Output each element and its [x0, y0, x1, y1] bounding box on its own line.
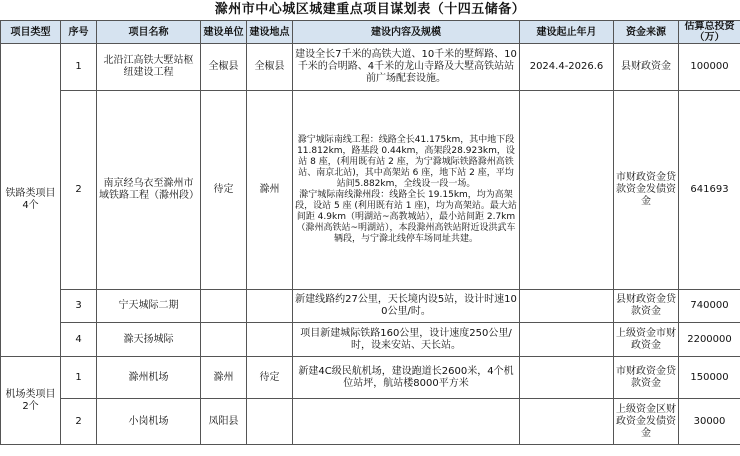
cell-seq: 4: [61, 323, 97, 357]
cell-place: [247, 290, 293, 323]
table-row: [1, 91, 740, 290]
cell-seq: 3: [61, 290, 97, 323]
cell-funding: 县财政资金: [614, 44, 679, 91]
cell-unit: 待定: [201, 91, 247, 290]
cell-content: 新建4C级民航机场，建设跑道长2600米，4个机位站坪，航站楼8000平方米: [293, 357, 520, 399]
content-paragraph: 滁宁城际南线工程：线路全长41.175km，其中地下段11.812km，路基段 0.44km，高架段28.923km，设站 8 座，(利用既有站 2 座，为宁滁城际铁路滁州高铁站、南京北站)，其中高架站 6 座，地下站 2 座，平均站间5.882km，全线设一段一场。: [297, 135, 515, 189]
group-type-airport: 机场类项目2个: [1, 357, 61, 445]
cell-name: 南京经乌衣至滁州市域铁路工程（滁州段）: [97, 91, 201, 290]
cell-place: 全椒县: [247, 44, 293, 91]
cell-unit: [201, 323, 247, 357]
header-row: [1, 21, 740, 44]
cell-seq: 2: [61, 399, 97, 445]
table-row: [1, 357, 740, 399]
table-row: [1, 323, 740, 357]
cell-investment: 150000: [679, 357, 740, 399]
table-row: [1, 44, 740, 91]
cell-period: 2024.4-2026.6: [520, 44, 614, 91]
cell-content: 建设全长7千米的高铁大道、10千米的墅辉路、10千米的合明路、4千米的龙山寺路及大墅高铁站站前广场配套设施。: [293, 44, 520, 91]
header-unit: 建设单位: [201, 21, 247, 44]
cell-investment: 100000: [679, 44, 740, 91]
cell-investment: 30000: [679, 399, 740, 445]
cell-place: [247, 323, 293, 357]
header-seq: 序号: [61, 21, 97, 44]
cell-name: 宁天城际二期: [97, 290, 201, 323]
header-content: 建设内容及规模: [293, 21, 520, 44]
cell-period: [520, 399, 614, 445]
cell-period: [520, 290, 614, 323]
cell-investment: 740000: [679, 290, 740, 323]
header-investment: 估算总投资（万）: [679, 21, 740, 44]
cell-funding: 市财政资金贷款资金: [614, 357, 679, 399]
group-type-rail: 铁路类项目4个: [1, 44, 61, 357]
cell-funding: 上级资金市财政资金: [614, 323, 679, 357]
cell-unit: 滁州: [201, 357, 247, 399]
project-table: [0, 20, 740, 445]
header-period: 建设起止年月: [520, 21, 614, 44]
cell-period: [520, 91, 614, 290]
content-paragraph: 滁宁城际南线滁州段：线路全长 19.15km，均为高架段，设站 5 座 (利用既有站 1 座)，均为高架站。最大站间距 4.9km（明湖站~高教城站），最小站间距 2.7km（滁州高铁站~明湖站），本段滁州高铁站附近设洪武车辆段，与宁滁北线停车场同址共建。: [295, 190, 517, 244]
cell-place: 待定: [247, 357, 293, 399]
cell-place: 滁州: [247, 91, 293, 290]
cell-content: 项目新建城际铁路160公里，设计速度250公里/时，设来安站、天长站。: [293, 323, 520, 357]
header-funding: 资金来源: [614, 21, 679, 44]
cell-investment: 641693: [679, 91, 740, 290]
cell-seq: 2: [61, 91, 97, 290]
table-row: [1, 399, 740, 445]
cell-funding: 县财政资金贷款资金: [614, 290, 679, 323]
header-place: 建设地点: [247, 21, 293, 44]
table-row: [1, 290, 740, 323]
cell-content: [293, 91, 520, 290]
sheet-title: 滁州市中心城区城建重点项目谋划表（十四五储备）: [214, 2, 526, 17]
cell-period: [520, 323, 614, 357]
cell-place: [247, 399, 293, 445]
cell-name: 小岗机场: [97, 399, 201, 445]
cell-investment: 2200000: [679, 323, 740, 357]
cell-seq: 1: [61, 44, 97, 91]
cell-content: 新建线路约27公里，天长境内设5站，设计时速100公里/时。: [293, 290, 520, 323]
cell-content: [293, 399, 520, 445]
header-type: 项目类型: [1, 21, 61, 44]
cell-seq: 1: [61, 357, 97, 399]
cell-unit: 全椒县: [201, 44, 247, 91]
cell-unit: [201, 290, 247, 323]
cell-unit: 凤阳县: [201, 399, 247, 445]
cell-name: 北沿江高铁大墅站枢纽建设工程: [97, 44, 201, 91]
cell-name: 滁天扬城际: [97, 323, 201, 357]
cell-funding: 上级资金区财政资金发债资金: [614, 399, 679, 445]
header-name: 项目名称: [97, 21, 201, 44]
cell-funding: 市财政资金贷款资金发债资金: [614, 91, 679, 290]
cell-period: [520, 357, 614, 399]
cell-name: 滁州机场: [97, 357, 201, 399]
